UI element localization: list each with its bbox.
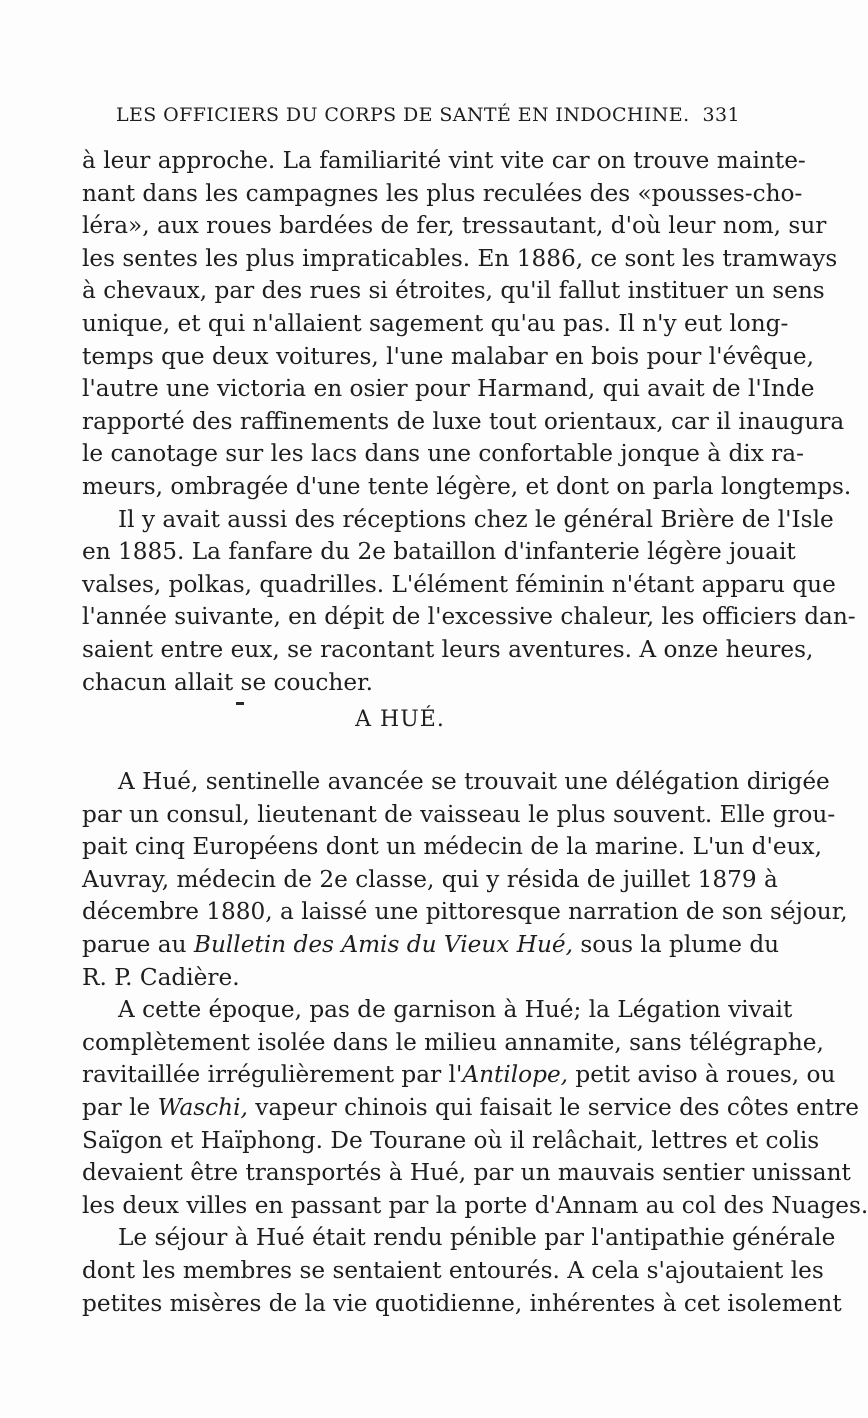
text-line: R. P. Cadière. (82, 963, 240, 991)
text-line: A cette époque, pas de garnison à Hué; la Légation vivait (118, 996, 793, 1024)
text-line: unique, et qui n'allaient sagement qu'au pas. Il n'y eut long- (82, 309, 789, 337)
text-fragment: parue au (82, 930, 194, 958)
text-line (82, 1059, 836, 1092)
text-line: les sentes les plus impraticables. En 1886, ce sont les tramways (82, 244, 838, 272)
section-title: A HUÉ. (355, 707, 445, 732)
text-line: Le séjour à Hué était rendu pénible par l'antipathie générale (118, 1224, 836, 1252)
text-line: nant dans les campagnes les plus reculées des «pousses-cho- (82, 179, 803, 207)
text-line: chacun allait se coucher. (82, 668, 373, 696)
text-line: Il y avait aussi des réceptions chez le général Brière de l'Isle (118, 505, 834, 533)
text-line: le canotage sur les lacs dans une confortable jonque à dix ra- (82, 440, 804, 468)
text-line: meurs, ombragée d'une tente légère, et dont on parla longtemps. (82, 472, 852, 500)
text-line: les deux villes en passant par la porte d'Annam au col des Nuages. (82, 1191, 868, 1219)
text-line: l'autre une victoria en osier pour Harmand, qui avait de l'Inde (82, 375, 815, 403)
paragraph-block-2 (82, 766, 868, 1320)
text-fragment: ravitaillée irrégulièrement par l' (82, 1061, 463, 1089)
text-line: l'année suivante, en dépit de l'excessive chaleur, les officiers dan- (82, 603, 856, 631)
running-title: LES OFFICIERS DU CORPS DE SANTÉ EN INDOCHINE. (116, 104, 690, 126)
ship-name: Waschi, (157, 1093, 248, 1121)
page-number: 331 (702, 104, 740, 126)
text-fragment: petit aviso à roues, ou (568, 1061, 836, 1089)
text-line: valses, polkas, quadrilles. L'élément féminin n'étant apparu que (82, 570, 836, 598)
text-line: saient entre eux, se racontant leurs aventures. A onze heures, (82, 635, 814, 663)
text-line: dont les membres se sentaient entourés. A cela s'ajoutaient les (82, 1256, 824, 1284)
text-line: complètement isolée dans le milieu annamite, sans télégraphe, (82, 1028, 824, 1056)
text-line: temps que deux voitures, l'une malabar en bois pour l'évêque, (82, 342, 814, 370)
text-line: par un consul, lieutenant de vaisseau le plus souvent. Elle grou- (82, 800, 836, 828)
text-line: rapporté des raffinements de luxe tout orientaux, car il inaugura (82, 407, 845, 435)
journal-title: Bulletin des Amis du Vieux Hué, (193, 930, 573, 958)
ship-name: Antilope, (462, 1061, 569, 1089)
text-line: devaient être transportés à Hué, par un mauvais sentier unissant (82, 1159, 851, 1187)
text-line: pait cinq Européens dont un médecin de la marine. L'un d'eux, (82, 833, 822, 861)
text-fragment: par le (82, 1093, 158, 1121)
text-fragment: sous la plume du (573, 930, 780, 958)
text-line (82, 929, 780, 962)
text-line: Auvray, médecin de 2e classe, qui y résida de juillet 1879 à (82, 865, 778, 893)
text-line: A Hué, sentinelle avancée se trouvait une délégation dirigée (118, 768, 830, 795)
text-line: à leur approche. La familiarité vint vite car on trouve mainte- (82, 147, 806, 174)
text-fragment: vapeur chinois qui faisait le service des côtes entre (247, 1093, 859, 1121)
text-line: à chevaux, par des rues si étroites, qu'il fallut instituer un sens (82, 277, 825, 305)
paragraph-block-1 (82, 145, 856, 699)
text-line: Saïgon et Haïphong. De Tourane où il relâchait, lettres et colis (82, 1126, 820, 1154)
running-header (116, 104, 740, 126)
text-line: en 1885. La fanfare du 2e bataillon d'infanterie légère jouait (82, 538, 796, 566)
text-line: petites misères de la vie quotidienne, inhérentes à cet isolement (82, 1289, 842, 1317)
ink-mark (236, 702, 244, 705)
text-line: léra», aux roues bardées de fer, tressautant, d'où leur nom, sur (82, 212, 827, 240)
text-line (82, 1092, 859, 1125)
text-line: décembre 1880, a laissé une pittoresque narration de son séjour, (82, 898, 848, 926)
